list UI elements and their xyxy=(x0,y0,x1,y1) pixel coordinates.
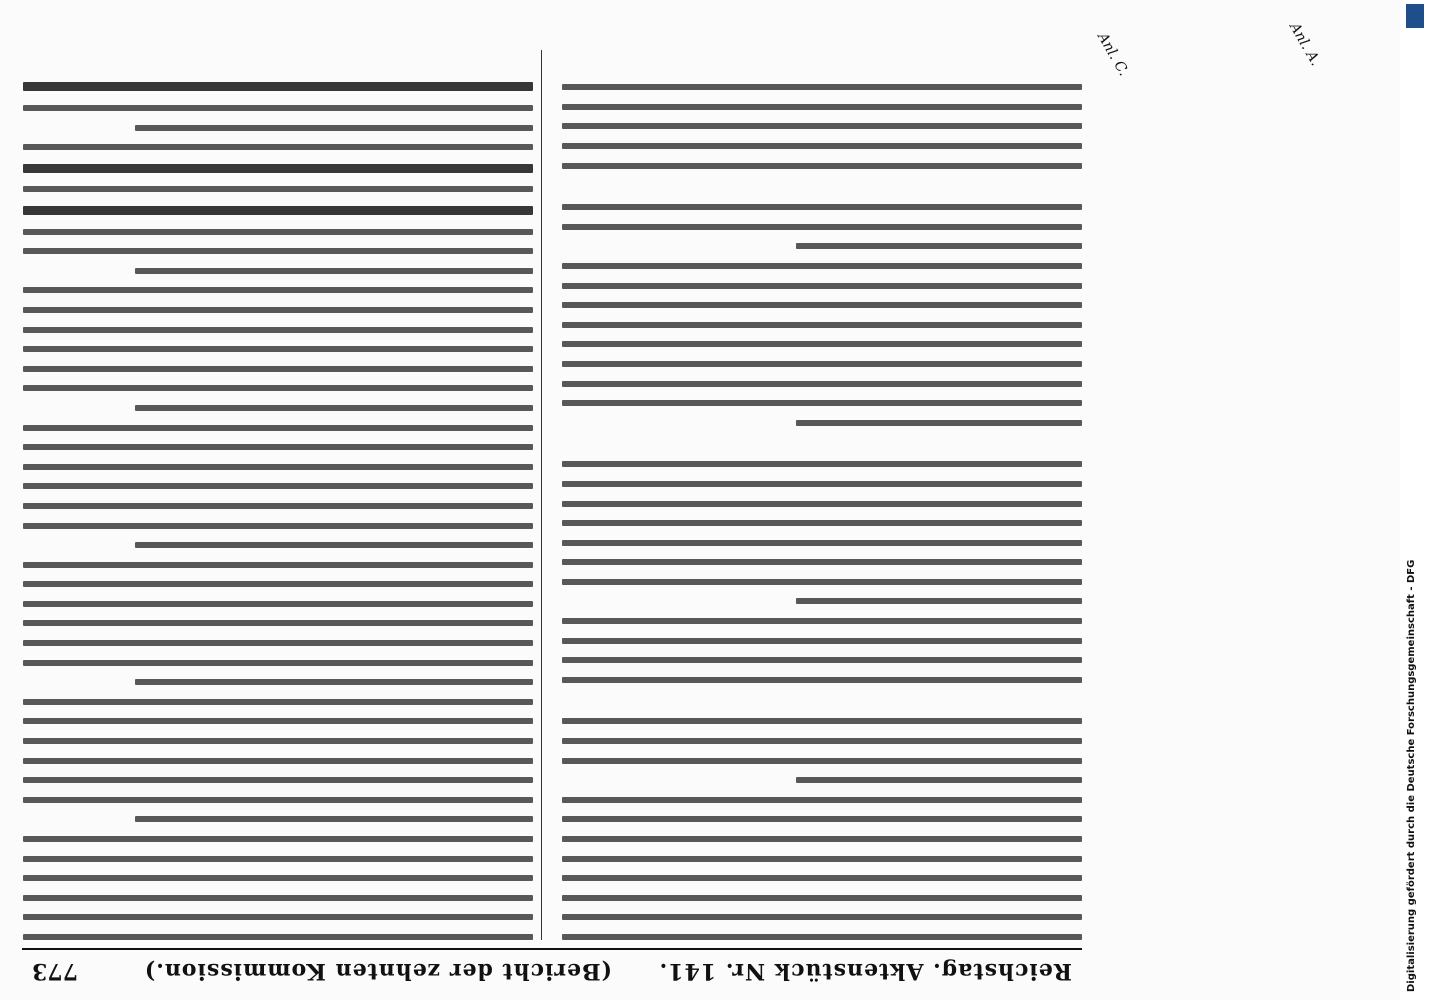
text-line xyxy=(135,816,533,822)
text-line xyxy=(23,934,533,940)
text-line xyxy=(562,263,1082,269)
text-line xyxy=(23,206,533,215)
text-line xyxy=(562,677,1082,683)
text-line xyxy=(562,163,1082,169)
text-line xyxy=(562,895,1082,901)
margin-annotation: Anl. A. xyxy=(1286,20,1324,69)
text-line xyxy=(796,420,1082,426)
text-line xyxy=(23,523,533,529)
text-line xyxy=(562,381,1082,387)
text-line xyxy=(135,268,533,274)
text-line xyxy=(135,125,533,131)
text-line xyxy=(23,164,533,173)
text-line xyxy=(23,144,533,150)
text-line xyxy=(562,123,1082,129)
text-line xyxy=(562,797,1082,803)
text-line xyxy=(23,875,533,881)
text-line xyxy=(562,914,1082,920)
text-line xyxy=(23,346,533,352)
text-line xyxy=(562,875,1082,881)
header-title: Reichstag. Aktenstück Nr. 141. xyxy=(658,958,1072,984)
text-line xyxy=(135,542,533,548)
text-line xyxy=(23,287,533,293)
text-line xyxy=(23,105,533,111)
text-line xyxy=(562,361,1082,367)
text-line xyxy=(562,104,1082,110)
text-line xyxy=(562,618,1082,624)
text-line xyxy=(562,143,1082,149)
text-line xyxy=(562,718,1082,724)
text-line xyxy=(562,559,1082,565)
text-line xyxy=(562,934,1082,940)
paragraph-gap xyxy=(562,683,1082,705)
text-line xyxy=(23,385,533,391)
text-line xyxy=(23,758,533,764)
text-line xyxy=(562,579,1082,585)
text-line xyxy=(796,243,1082,249)
text-line xyxy=(562,84,1082,90)
text-line xyxy=(23,248,533,254)
digitization-caption: Digitalisierung gefördert durch die Deutsche Forschungsgemeinschaft - DFG xyxy=(1406,559,1417,992)
text-line xyxy=(796,599,1082,605)
text-line xyxy=(23,738,533,744)
text-line xyxy=(562,501,1082,507)
text-line xyxy=(562,758,1082,764)
text-line xyxy=(23,621,533,627)
text-line xyxy=(796,777,1082,783)
text-line xyxy=(23,777,533,783)
text-line xyxy=(135,405,533,411)
text-line xyxy=(23,718,533,724)
text-line xyxy=(23,186,533,192)
text-line xyxy=(23,464,533,470)
paragraph-gap xyxy=(562,426,1082,448)
text-line xyxy=(23,601,533,607)
text-line xyxy=(562,540,1082,546)
text-line xyxy=(562,461,1082,467)
header-subtitle: (Bericht der zehnten Kommission.) xyxy=(143,958,612,984)
text-line xyxy=(562,341,1082,347)
text-line xyxy=(23,914,533,920)
text-line xyxy=(23,483,533,489)
text-line xyxy=(23,562,533,568)
text-line xyxy=(562,638,1082,644)
text-line xyxy=(562,400,1082,406)
text-line xyxy=(23,327,533,333)
text-line xyxy=(23,307,533,313)
text-line xyxy=(562,816,1082,822)
text-line xyxy=(562,302,1082,308)
text-column-right xyxy=(23,50,542,940)
text-line xyxy=(135,679,533,685)
text-line xyxy=(562,322,1082,328)
text-line xyxy=(23,836,533,842)
paragraph-gap xyxy=(562,169,1082,191)
text-line xyxy=(23,503,533,509)
text-column-left xyxy=(562,50,1082,940)
margin-annotation: Anl. C. xyxy=(1094,30,1132,79)
text-line xyxy=(23,699,533,705)
text-line xyxy=(562,657,1082,663)
text-line xyxy=(562,224,1082,230)
text-line xyxy=(562,836,1082,842)
text-line xyxy=(23,640,533,646)
text-line xyxy=(562,481,1082,487)
text-line xyxy=(23,229,533,235)
text-line xyxy=(23,366,533,372)
printed-page xyxy=(22,0,1082,990)
text-line xyxy=(23,82,533,91)
text-line xyxy=(562,738,1082,744)
text-line xyxy=(562,204,1082,210)
text-line xyxy=(23,581,533,587)
text-line xyxy=(23,425,533,431)
text-line xyxy=(562,283,1082,289)
text-line xyxy=(23,856,533,862)
text-line xyxy=(23,895,533,901)
text-line xyxy=(562,856,1082,862)
text-line xyxy=(562,520,1082,526)
page-header xyxy=(22,948,1082,990)
page-number: 773 xyxy=(32,958,78,984)
text-line xyxy=(23,444,533,450)
dfg-logo-icon xyxy=(1406,4,1424,28)
text-line xyxy=(23,797,533,803)
text-line xyxy=(23,660,533,666)
